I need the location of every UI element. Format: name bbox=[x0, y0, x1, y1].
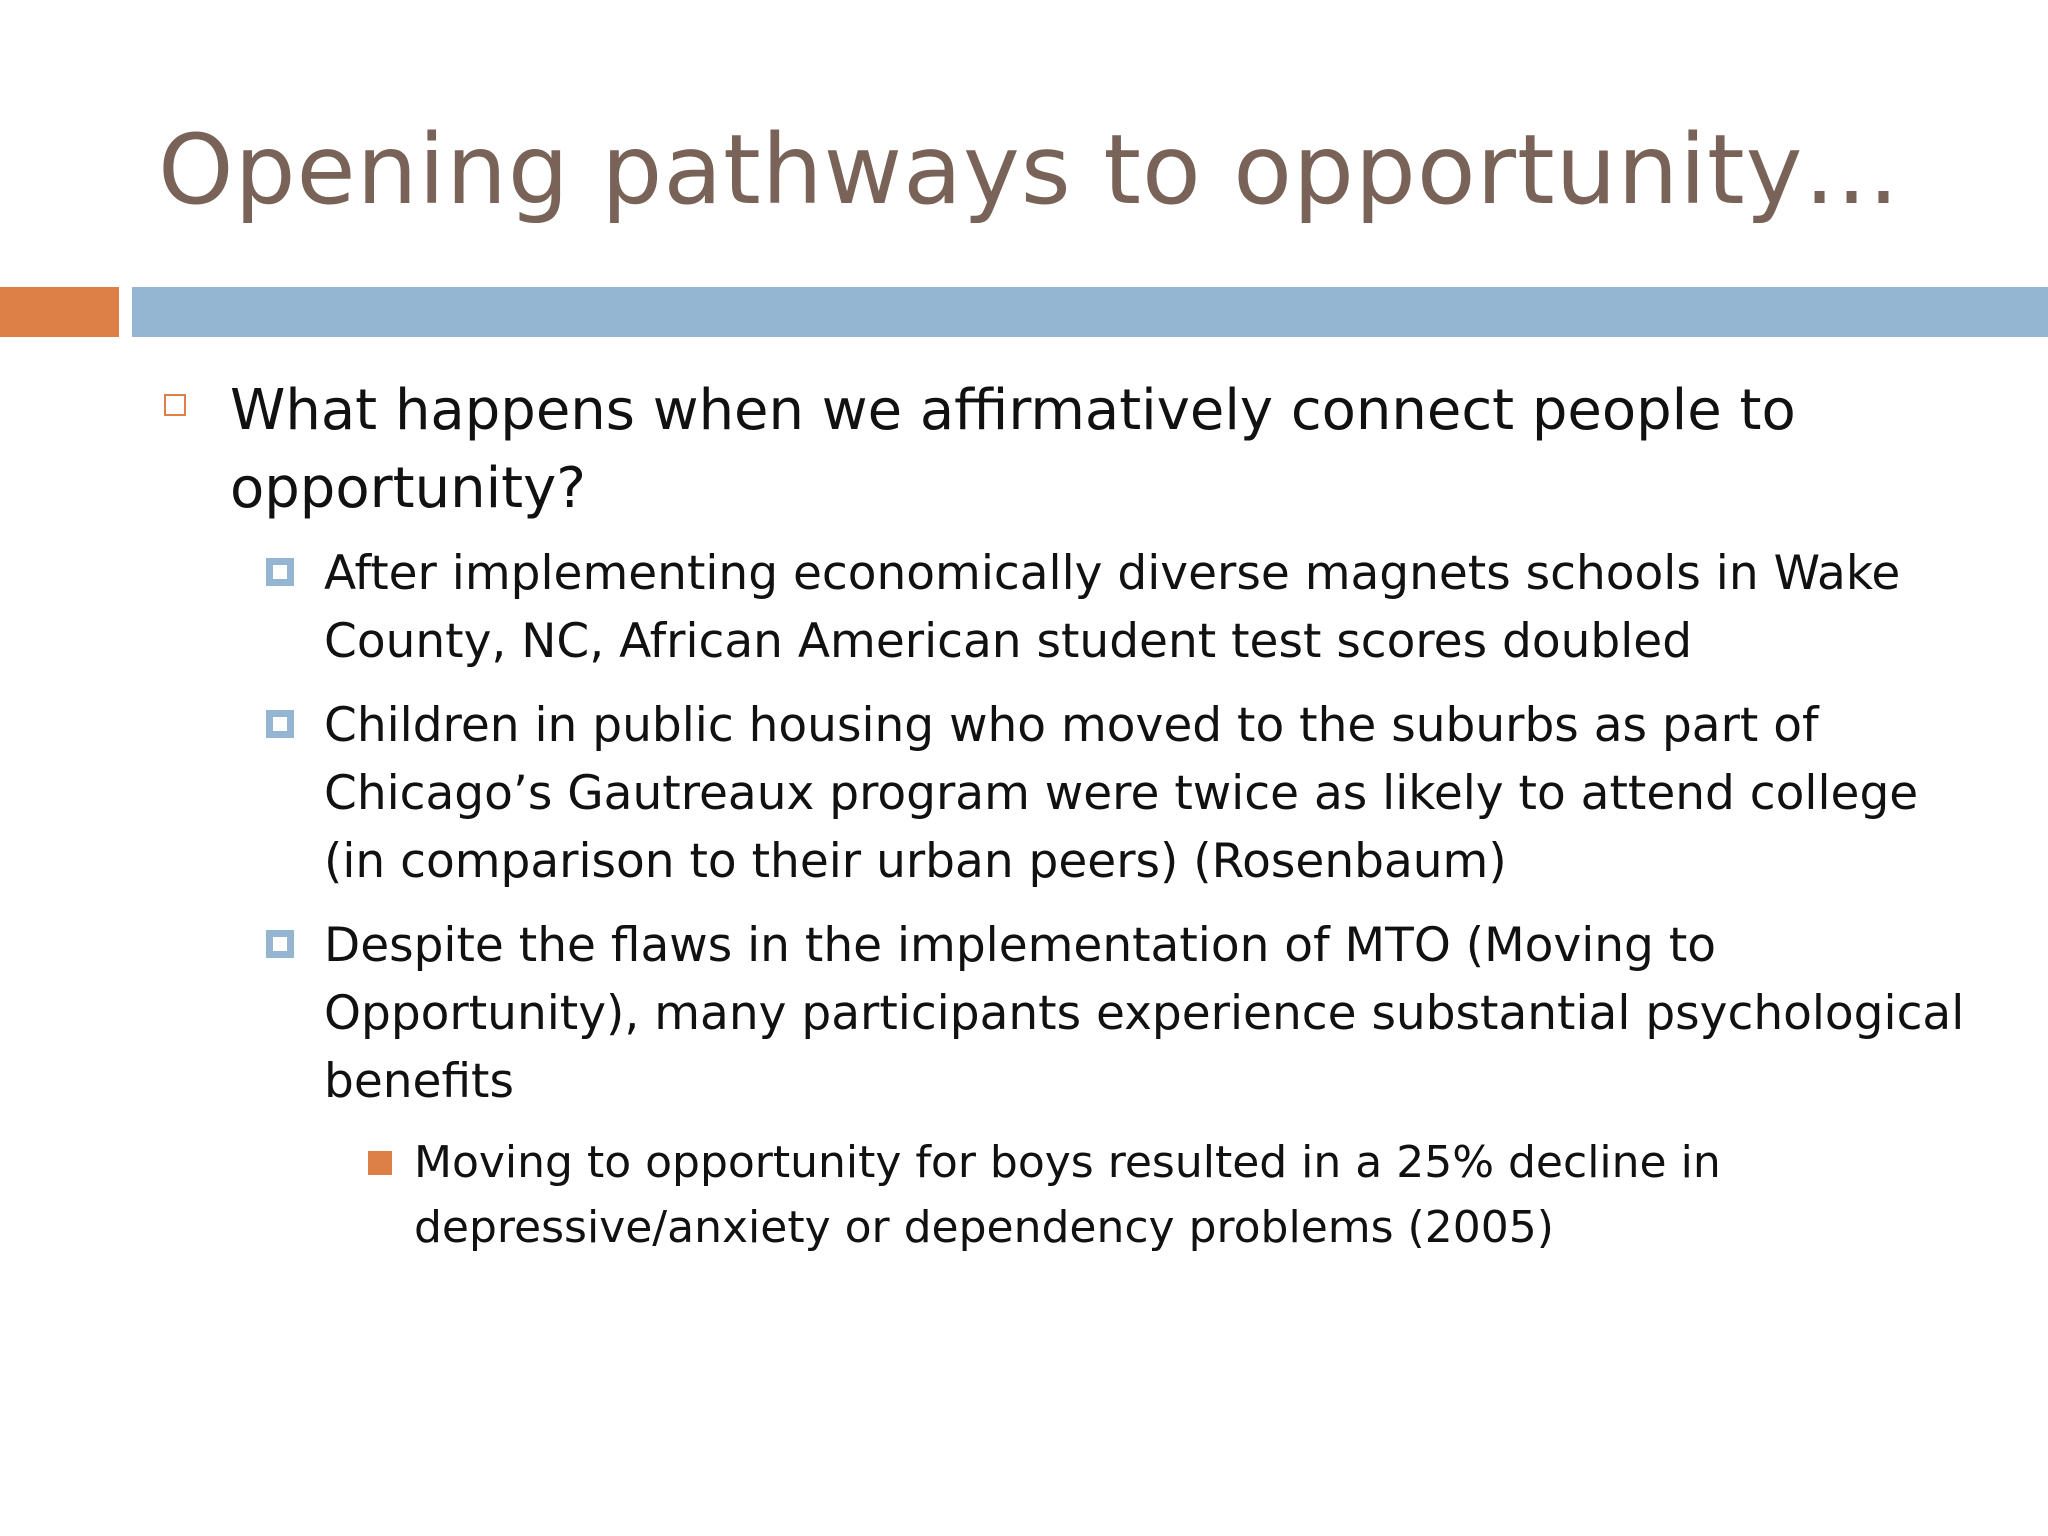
framed-square-bullet-icon bbox=[266, 710, 294, 738]
bullet-level1-text: What happens when we affirmatively connect people to opportunity? bbox=[230, 378, 1796, 521]
bullet-level2-text-2: Children in public housing who moved to the suburbs as part of Chicago’s Gautreaux program were twice as likely to attend college (in comparison to their urban peers) (Rosenbaum) bbox=[324, 698, 1919, 889]
blue-accent-bar bbox=[132, 287, 2048, 337]
slide-title: Opening pathways to opportunity… bbox=[158, 114, 1901, 226]
bullet-level2-text-1: After implementing economically diverse magnets schools in Wake County, NC, African American student test scores doubled bbox=[324, 546, 1901, 669]
hollow-square-bullet-icon bbox=[164, 394, 186, 416]
framed-square-bullet-icon bbox=[266, 930, 294, 958]
bullet-level3-text-1: Moving to opportunity for boys resulted in a 25% decline in depressive/anxiety or dependency problems (2005) bbox=[414, 1137, 1721, 1253]
framed-square-bullet-icon bbox=[266, 558, 294, 586]
filled-square-bullet-icon bbox=[368, 1151, 392, 1175]
bullet-level2-text-3: Despite the flaws in the implementation of MTO (Moving to Opportunity), many participants experience substantial psychological benefits bbox=[324, 918, 1965, 1109]
orange-accent-bar bbox=[0, 287, 119, 337]
